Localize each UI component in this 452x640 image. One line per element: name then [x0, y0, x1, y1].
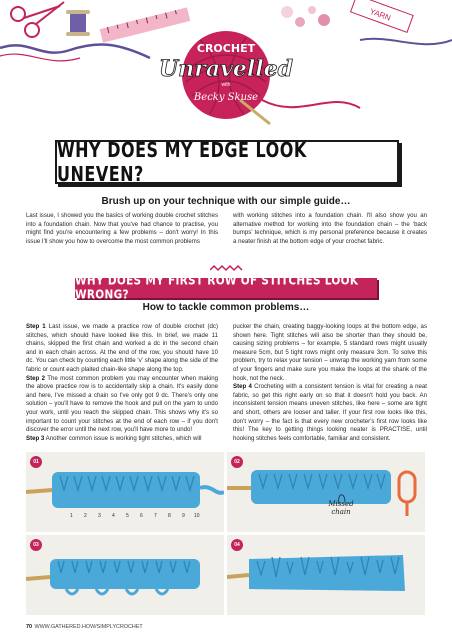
svg-text:Unravelled: Unravelled [159, 56, 293, 82]
intro-text-2: with working stitches into a foundation chain. I'll also show you an alternative method for working into the foundation chain – the ‘back bumps’ technique, which is my personal preference because it creates a neater finish at the bottom edge of your crochet fabric. [233, 212, 427, 245]
step-2 [26, 375, 218, 435]
step-1-text: Last issue, we made a practice row of double crochet (dc) stitches, which should have looked like this. In brief, we made 11 chains, skipped the first chain and worked a dc in the second chain and in each chain across. At the end of the row, you should have 10 dc. You can check by counting each little ‘v’ shape along the side of the fabric or count each plaited chain-like shape along the top. [26, 323, 218, 373]
missed-chain-annotation [321, 500, 361, 516]
header-illustration [0, 0, 452, 125]
step-4-text: Crocheting with a consistent tension is vital for creating a neat fabric, so get this right early on so that it doesn't hold you back. An inconsistent tension means uneven stitches, like here – some are tight and short, others are looser and taller. If your first row looks like this, don't worry – the fact is that every new crocheter's first row looks like this! The key to getting things looking neater is PRACTISE, until hooking stitches feels comfortable, familiar and consistent. [233, 383, 427, 442]
svg-text:CROCHET: CROCHET [196, 42, 256, 55]
steps-column-1 [26, 323, 218, 443]
stitch-number: 7 [154, 513, 157, 519]
photo-badge: 03 [30, 539, 42, 551]
step-3-label: Step 3 [26, 434, 45, 442]
article-subtitle: Brush up on your technique with our simple guide… [101, 196, 351, 207]
crochet-swatch-illustration [26, 452, 224, 532]
photo-badge: 01 [30, 456, 42, 468]
intro-column-2 [233, 212, 427, 246]
intro-column-1 [26, 212, 218, 246]
svg-text:Becky Skuse: Becky Skuse [193, 92, 259, 103]
buttons-icon [281, 6, 330, 27]
photo-step-2 [227, 452, 425, 532]
photo-step-3 [26, 535, 224, 615]
intro-text-1: Last issue, I showed you the basics of working double crochet stitches into a foundation chain. Now that you've had chance to practise, you might find you're encountering a few problems – don't worry! In this issue I'll show you how to overcome the most common problems [26, 212, 218, 245]
svg-text:with: with [221, 82, 231, 88]
page-footer [26, 624, 143, 630]
stitch-number: 10 [194, 513, 200, 519]
section-subtitle: How to tackle common problems… [142, 302, 310, 313]
photo-badge: 02 [231, 456, 243, 468]
step-2-text: The most common problem you may encounter when making the above practice row is to accidentally skip a chain. It's easily done and here, I've missed a chain so I've only got 9 dc. There's only one solution – you'll have to remove the hook and pull on the yarn to undo your work, until you reach the skipped chain. This shows why it's so important to count your stitches at the end of each row – if you don't discover the error until the next row, you'll have more to undo! [26, 374, 218, 434]
yarn-label-tag [351, 0, 414, 32]
step-4-label: Step 4 [233, 383, 252, 391]
section-title: WHY DOES MY FIRST ROW OF STITCHES LOOK WRONG? [75, 274, 359, 302]
article-title: WHY DOES MY EDGE LOOK UNEVEN? [57, 138, 307, 186]
crochet-swatch-illustration [227, 452, 425, 532]
step-4 [233, 383, 427, 443]
stitch-number: 9 [182, 513, 185, 519]
photo-step-1 [26, 452, 224, 532]
annotation-line-1: Missed [328, 500, 354, 508]
stitch-number: 8 [168, 513, 171, 519]
annotation-line-2: chain [331, 508, 351, 516]
ruler-icon [100, 7, 191, 42]
svg-text:YARN: YARN [368, 6, 392, 23]
step-3-text: Another common issue is working tight stitches, which will [44, 434, 202, 442]
stitch-number: 6 [140, 513, 143, 519]
photo-step-4 [227, 535, 425, 615]
stitch-number: 4 [112, 513, 115, 519]
step-1 [26, 323, 218, 375]
yarn-strand-left [0, 44, 150, 58]
stitch-number: 1 [70, 513, 73, 519]
step-2-label: Step 2 [26, 374, 45, 382]
step-3 [26, 435, 218, 444]
crochet-swatch-illustration [26, 535, 224, 615]
scissors-icon [11, 2, 64, 37]
footer-url[interactable]: WWW.GATHERED.HOW/SIMPLYCROCHET [34, 624, 143, 630]
stitch-number: 3 [98, 513, 101, 519]
steps-column-2 [233, 323, 427, 443]
section-banner [75, 274, 377, 302]
photo-badge: 04 [231, 539, 243, 551]
step-1-label: Step 1 [26, 323, 46, 330]
article-title-box [55, 140, 399, 184]
thread-spool-icon [66, 10, 90, 36]
page-number: 70 [26, 624, 32, 630]
stitch-number: 2 [84, 513, 87, 519]
zigzag-divider [210, 264, 244, 272]
crochet-swatch-illustration [227, 535, 425, 615]
stitch-number: 5 [126, 513, 129, 519]
step-3-continued: pucker the chain, creating baggy-looking loops at the bottom edge, as shown here. Tight stitches will also be shorter than they should be, causing sizing problems – for example, 5 standard rows might usually measure 5cm, but 5 tight rows might only measure 3cm. To solve this problem, try to relax your tension – unwrap the working yarn from some of your fingers and make sure you make the loops at the shank of the hook, not the neck. [233, 323, 427, 382]
